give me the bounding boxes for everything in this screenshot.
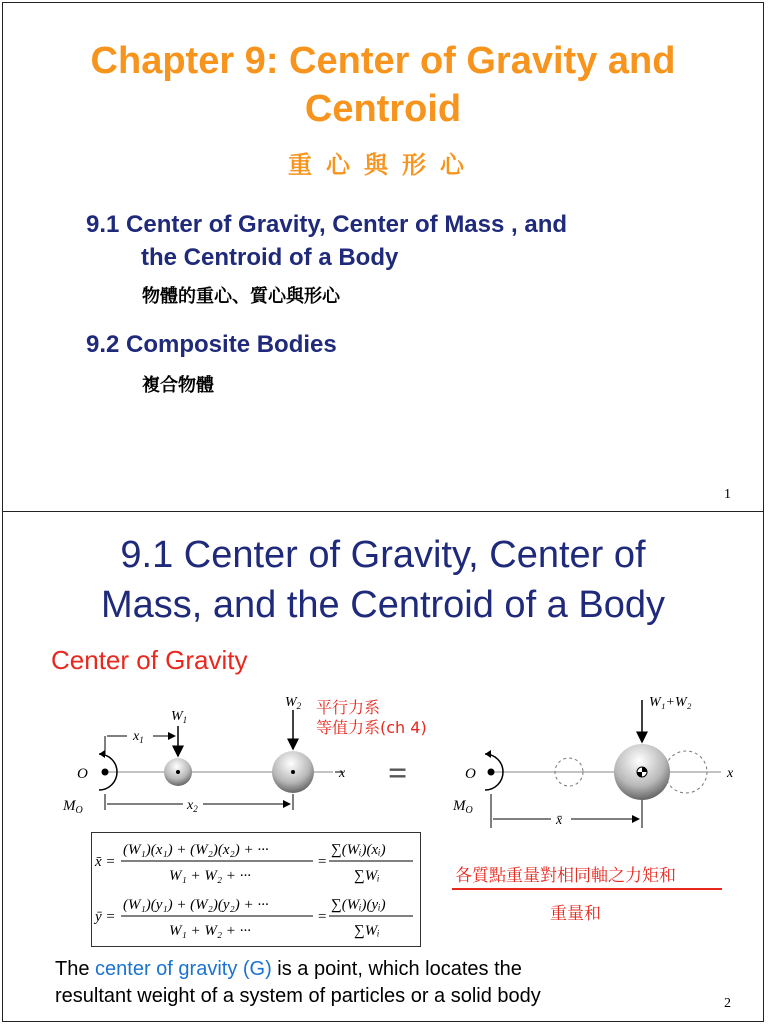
slide-2 bbox=[2, 512, 764, 1022]
ybar-denominator: W₁ + W₂ + ··· bbox=[169, 923, 251, 939]
center-of-gravity-heading: Center of Gravity bbox=[51, 645, 248, 675]
w1-label: $W_1$ bbox=[171, 709, 188, 725]
annotation-line2: 等值力系(ch 4) bbox=[316, 718, 427, 737]
moment-arrowhead-right bbox=[485, 750, 491, 758]
definition-line1 bbox=[55, 956, 755, 983]
annotation-line1: 平行力系 bbox=[316, 698, 381, 717]
origin-label-left: O bbox=[77, 766, 88, 782]
ybar-sum-denominator: ∑Wᵢ bbox=[354, 923, 380, 939]
section-9-2-chinese: 複合物體 bbox=[142, 375, 214, 396]
section-9-2-heading: 9.2 Composite Bodies bbox=[86, 331, 337, 358]
particle-w1-center bbox=[176, 770, 180, 774]
page-number-1: 1 bbox=[724, 487, 731, 502]
xbar-label: x̄ bbox=[556, 813, 563, 828]
ybar-equals-2: = bbox=[317, 909, 328, 925]
weight-sum-caption: 重量和 bbox=[550, 904, 601, 924]
chapter-title-line2: Centroid bbox=[304, 88, 462, 130]
right-diagram bbox=[452, 695, 734, 828]
center-of-gravity-term: center of gravity (G) bbox=[95, 958, 272, 980]
caption-fraction-line bbox=[452, 888, 722, 890]
section-title-line2: Mass, and the Centroid of a Body bbox=[101, 584, 665, 626]
section-9-1-line1: 9.1 Center of Gravity, Center of Mass , and bbox=[86, 211, 568, 238]
xbar-sum-denominator: ∑Wᵢ bbox=[354, 868, 380, 884]
section-9-1-line2: the Centroid of a Body bbox=[141, 244, 399, 271]
xbar-denominator: W₁ + W₂ + ··· bbox=[169, 868, 251, 884]
xbar-numerator: (W₁)(x₁) + (W₂)(x₂) + ··· bbox=[123, 842, 269, 858]
origin-point-left bbox=[102, 769, 109, 776]
x-axis-label-right: x bbox=[727, 766, 734, 781]
chapter-title bbox=[3, 37, 763, 133]
xbar-equals-2: = bbox=[317, 854, 328, 870]
definition-post: is a point, which locates the bbox=[271, 958, 522, 980]
origin-label-right: O bbox=[465, 766, 476, 782]
w2-label: $W_2$ bbox=[285, 695, 302, 711]
chapter-title-line1: Chapter 9: Center of Gravity and bbox=[90, 40, 676, 82]
x2-label: $x_2$ bbox=[187, 798, 198, 814]
definition-pre: The bbox=[55, 958, 96, 980]
resultant-weight-label: W₁+W₂ bbox=[649, 695, 692, 710]
x-axis-label-left: x bbox=[339, 766, 346, 781]
x1-label: $x_1$ bbox=[133, 729, 144, 745]
page-number-2: 2 bbox=[724, 996, 731, 1011]
moment-label-left: $M_O$ bbox=[63, 798, 83, 816]
equivalence-sign: = bbox=[388, 755, 408, 792]
origin-point-right bbox=[488, 769, 495, 776]
ybar-numerator: (W₁)(y₁) + (W₂)(y₂) + ··· bbox=[123, 897, 269, 913]
definition-line2: resultant weight of a system of particles or a solid body bbox=[55, 985, 541, 1007]
ybar-sum-numerator: ∑(Wᵢ)(yᵢ) bbox=[331, 897, 386, 913]
moment-label-right: $M_O$ bbox=[453, 798, 473, 816]
center-of-gravity-definition bbox=[55, 956, 755, 1010]
section-title-line1: 9.1 Center of Gravity, Center of bbox=[120, 534, 646, 576]
xbar-sum-numerator: ∑(Wᵢ)(xᵢ) bbox=[331, 842, 386, 858]
ybar-equals: ȳ = bbox=[95, 909, 116, 925]
chapter-title-chinese: 重心與形心 bbox=[288, 151, 478, 179]
particle-w2-center bbox=[291, 770, 295, 774]
left-diagram bbox=[62, 695, 346, 816]
centroid-formula-box bbox=[91, 832, 421, 947]
center-of-gravity-diagram bbox=[3, 682, 763, 832]
section-9-1-chinese: 物體的重心、質心與形心 bbox=[142, 286, 340, 307]
section-title bbox=[3, 530, 763, 630]
xbar-equals: x̄ = bbox=[95, 854, 116, 870]
moment-arrowhead-left bbox=[99, 750, 105, 758]
moment-sum-caption: 各質點重量對相同軸之力矩和 bbox=[455, 866, 676, 886]
section-9-1-heading bbox=[86, 208, 567, 274]
slide-1 bbox=[2, 2, 764, 512]
